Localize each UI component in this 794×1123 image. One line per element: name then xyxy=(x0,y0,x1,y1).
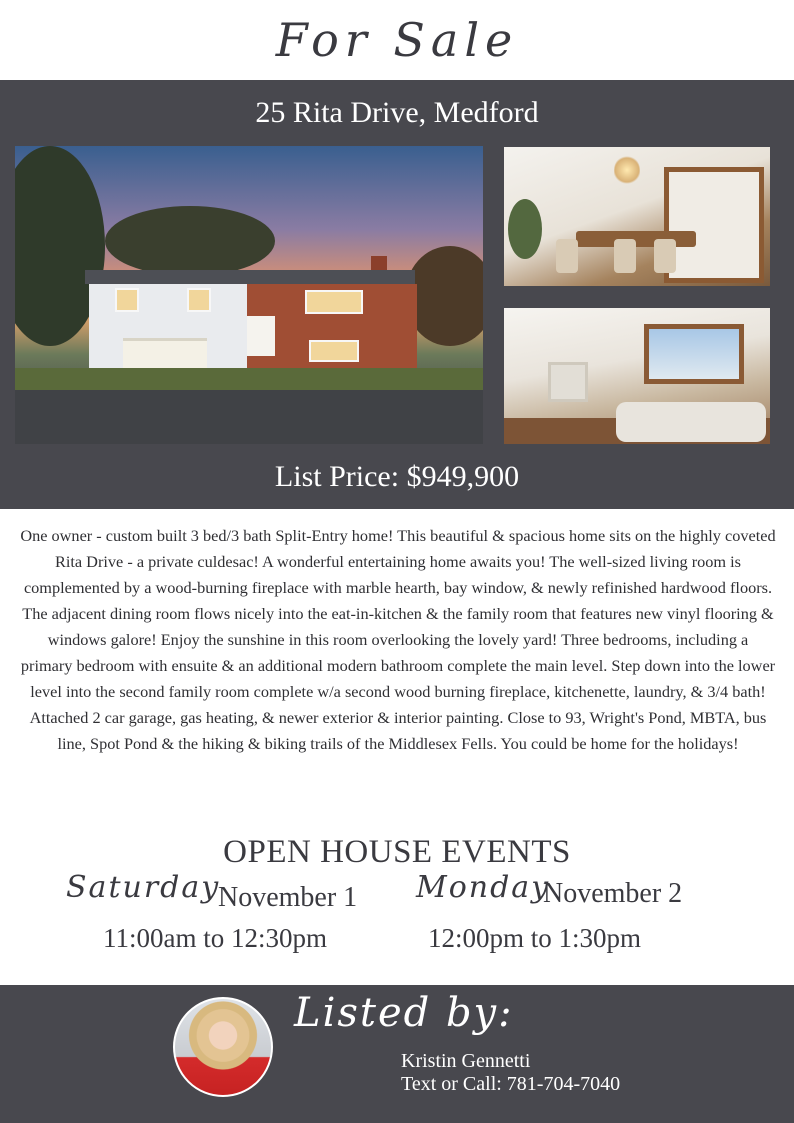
listing-description: One owner - custom built 3 bed/3 bath Split-Entry home! This beautiful & spacious home sits on the highly coveted Rita Drive - a private culdesac! A wonderful entertaining home awaits you! The well-sized living room is complemented by a wood-burning fireplace with marble hearth, bay window, & newly refinished hardwood floors. The adjacent dining room flows nicely into the eat-in-kitchen & the family room that features new vinyl flooring & windows galore! Enjoy the sunshine in this room overlooking the lovely yard! Three bedrooms, including a primary bedroom with ensuite & an additional modern bathroom complete the main level. Step down into the lower level into the second family room complete w/a second wood burning fireplace, kitchenette, laundry, & 3/4 bath! Attached 2 car garage, gas heating, & newer exterior & interior painting. Close to 93, Wright's Pond, MBTA, bus line, Spot Pond & the hiking & biking trails of the Middlesex Fells. You could be home for the holidays! xyxy=(20,526,776,753)
window xyxy=(115,288,139,312)
house-roof xyxy=(85,270,415,284)
dining-room-photo xyxy=(504,147,770,286)
chair xyxy=(614,239,636,273)
for-sale-title: For Sale xyxy=(275,13,519,67)
dining-table xyxy=(576,231,696,247)
listing-address: 25 Rita Drive, Medford xyxy=(255,96,539,129)
tree xyxy=(105,206,275,276)
window xyxy=(187,288,211,312)
agent-contact: Text or Call: 781-704-7040 xyxy=(401,1073,621,1095)
doorway xyxy=(664,167,764,283)
event-date-saturday: November 1 xyxy=(218,882,358,913)
plant xyxy=(508,199,542,259)
chandelier-icon xyxy=(614,155,640,185)
event-time-saturday: 11:00am to 12:30pm xyxy=(103,923,327,953)
list-price: List Price: $949,900 xyxy=(274,460,520,493)
exterior-photo xyxy=(15,146,483,444)
chair xyxy=(654,239,676,273)
event-day-saturday: Saturday xyxy=(66,870,221,905)
window xyxy=(305,290,363,314)
listed-by-label: Listed by: xyxy=(294,990,514,1036)
event-date-monday: November 2 xyxy=(543,878,683,909)
sofa xyxy=(616,402,766,442)
window xyxy=(309,340,359,362)
fireplace xyxy=(548,362,588,402)
agent-avatar xyxy=(173,997,273,1097)
chair xyxy=(556,239,578,273)
agent-name: Kristin Gennetti xyxy=(401,1050,531,1072)
bay-window xyxy=(644,324,744,384)
header-title xyxy=(0,0,794,80)
living-room-photo xyxy=(504,308,770,444)
front-door xyxy=(247,316,275,356)
event-day-monday: Monday xyxy=(416,870,551,905)
open-house-heading: OPEN HOUSE EVENTS xyxy=(223,834,571,870)
lawn xyxy=(15,368,483,390)
road xyxy=(15,390,483,444)
event-time-monday: 12:00pm to 1:30pm xyxy=(428,923,642,953)
